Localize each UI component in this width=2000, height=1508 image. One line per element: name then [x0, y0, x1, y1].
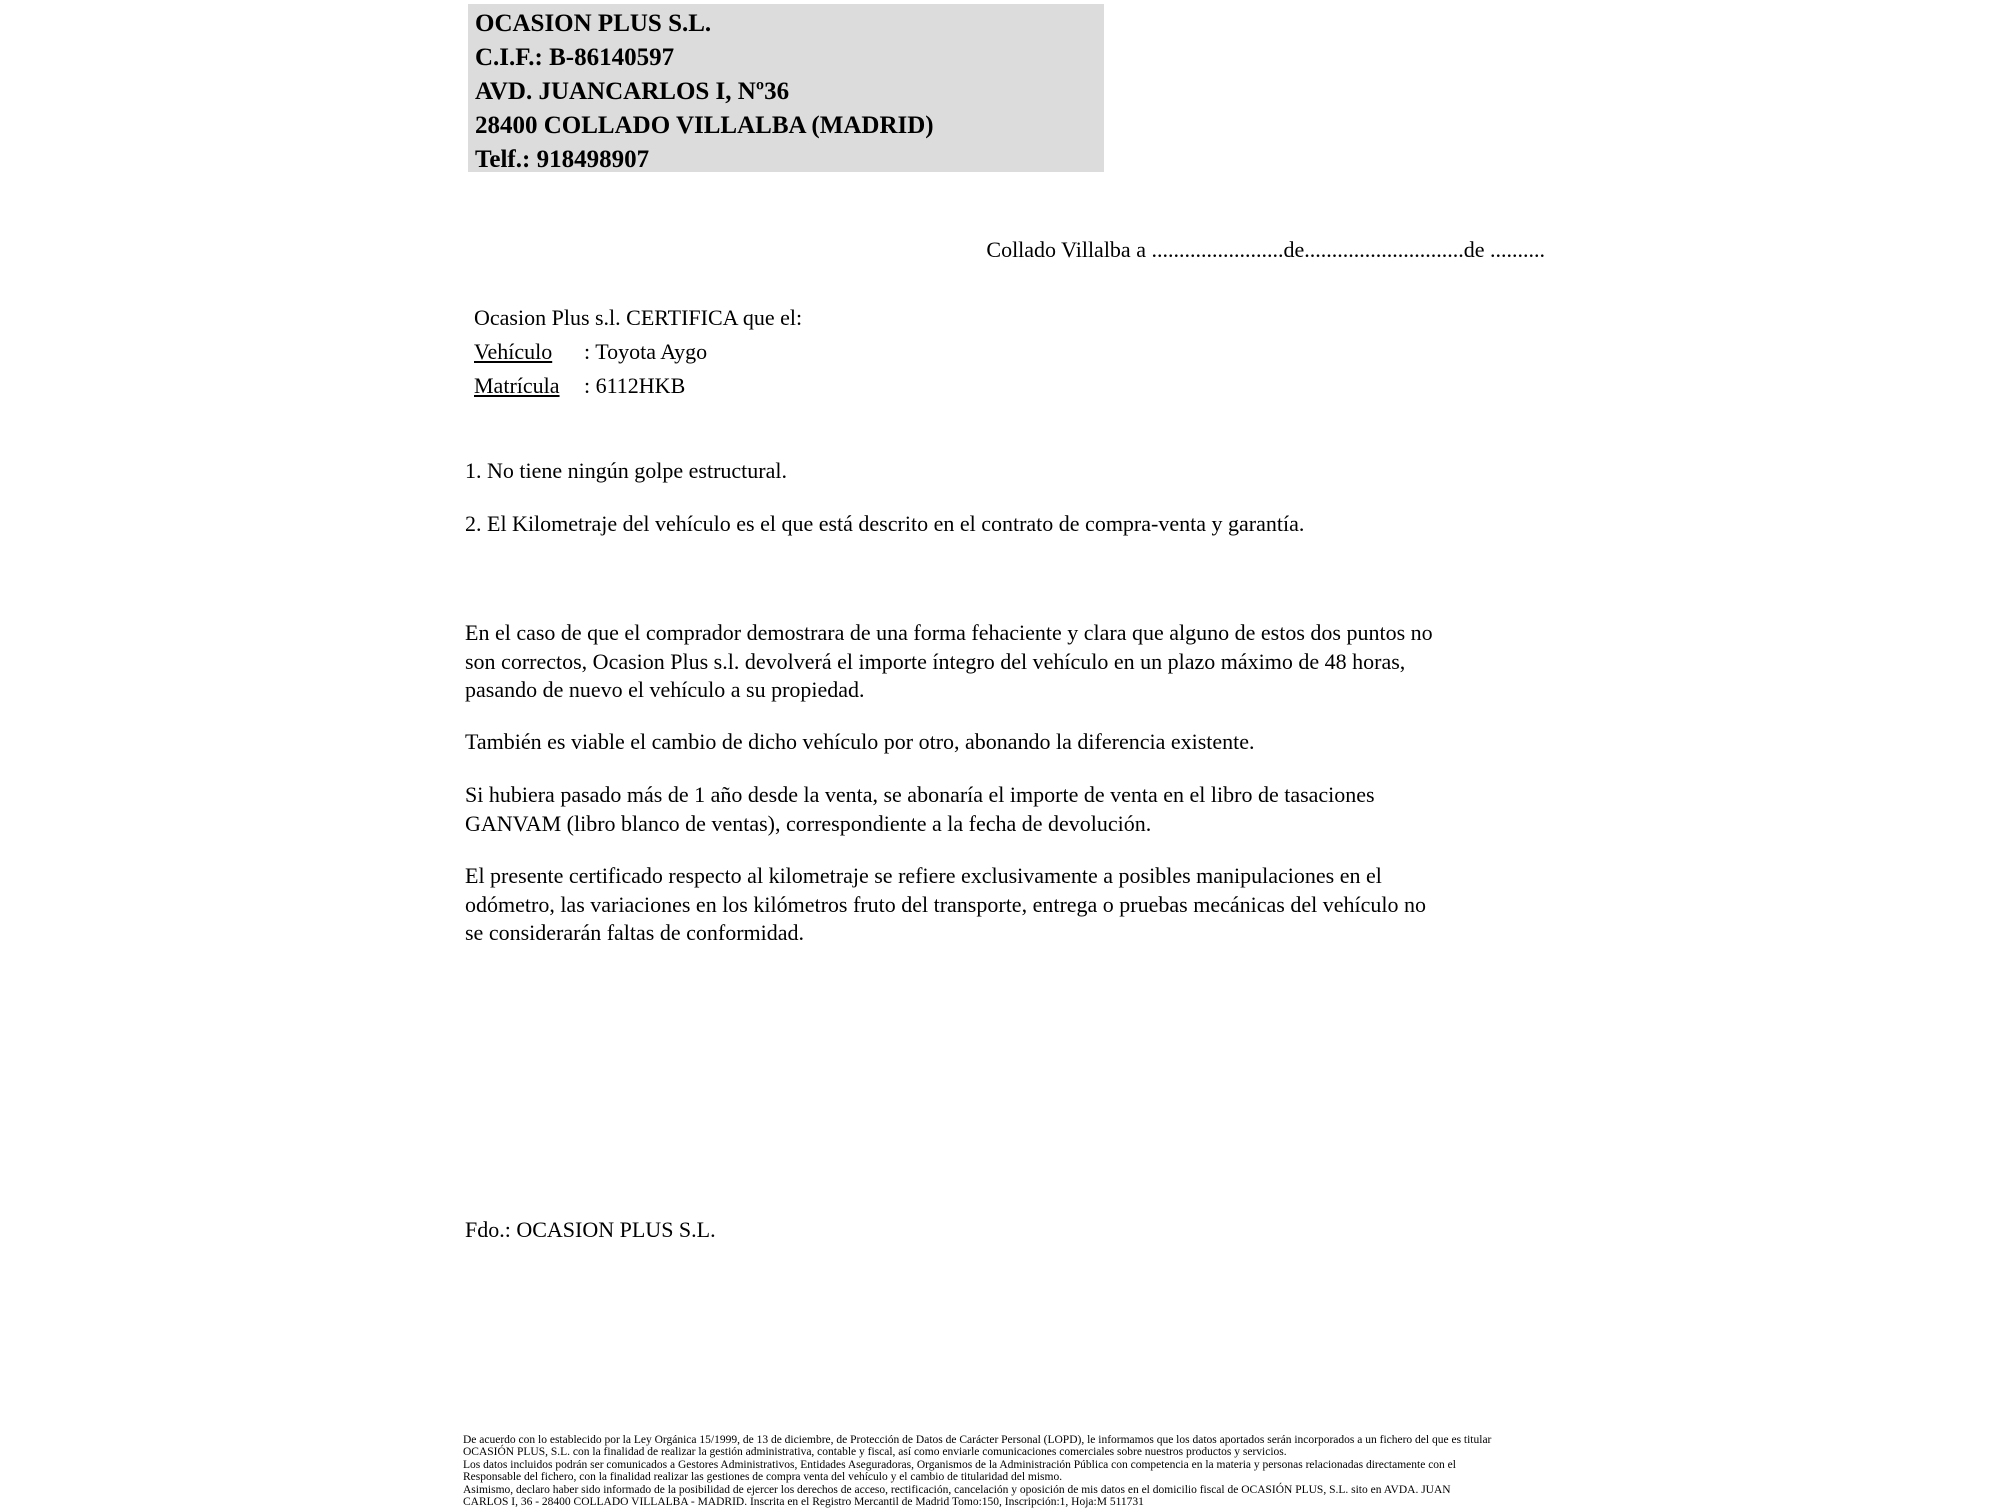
company-cif: C.I.F.: B-86140597	[475, 44, 675, 71]
paragraph-line: El presente certificado respecto al kilometraje se refiere exclusivamente a posibles manipulaciones en el	[465, 863, 1382, 888]
legal-fine-print	[463, 1434, 1491, 1508]
vehicle-label-text: Vehículo	[474, 339, 553, 364]
company-address: AVD. JUANCARLOS I, Nº36	[475, 78, 790, 105]
paragraph-line: Si hubiera pasado más de 1 año desde la venta, se abonaría el importe de venta en el libro de tasaciones	[465, 782, 1375, 807]
paragraph-line: GANVAM (libro blanco de ventas), correspondiente a la fecha de devolución.	[465, 810, 1152, 836]
odometer-disclaimer-paragraph	[465, 862, 1426, 948]
ganvam-paragraph	[465, 781, 1375, 838]
certified-point-2: 2. El Kilometraje del vehículo es el que está descrito en el contrato de compra-venta y garantía.	[465, 511, 1305, 536]
plate-field	[474, 372, 685, 400]
exchange-paragraph	[465, 728, 1255, 757]
certification-intro: Ocasion Plus s.l. CERTIFICA que el:	[474, 305, 803, 330]
plate-label	[474, 372, 584, 400]
legal-line: OCASIÓN PLUS, S.L. con la finalidad de realizar la gestión administrativa, contable y fiscal, así como enviarle comunicaciones comerciales sobre nuestros productos y servicios.	[463, 1446, 1287, 1459]
vehicle-label	[474, 338, 584, 366]
plate-value: : 6112HKB	[584, 373, 686, 398]
company-city: 28400 COLLADO VILLALBA (MADRID)	[475, 112, 934, 139]
paragraph-line: son correctos, Ocasion Plus s.l. devolverá el importe íntegro del vehículo en un plazo máximo de 48 horas,	[465, 648, 1406, 674]
certified-point-1: 1. No tiene ningún golpe estructural.	[465, 458, 787, 483]
date-place-line: Collado Villalba a ........................de.............................de ..........	[986, 237, 1545, 262]
vehicle-value: : Toyota Aygo	[584, 339, 708, 364]
legal-line: Responsable del fichero, con la finalidad realizar las gestiones de compra venta del vehículo y el cambio de titularidad del mismo.	[463, 1471, 1063, 1484]
paragraph-line: También es viable el cambio de dicho vehículo por otro, abonando la diferencia existente.	[465, 729, 1255, 754]
company-header-block	[468, 4, 1104, 172]
legal-line: De acuerdo con lo establecido por la Ley Orgánica 15/1999, de 13 de diciembre, de Protección de Datos de Carácter Personal (LOPD), le informamos que los datos aportados serán incorporados a un fichero del que es titular	[463, 1434, 1492, 1446]
paragraph-line: pasando de nuevo el vehículo a su propiedad.	[465, 677, 865, 702]
paragraph-line: se considerarán faltas de conformidad.	[465, 920, 805, 945]
legal-line: CARLOS I, 36 - 28400 COLLADO VILLALBA - MADRID. Inscrita en el Registro Mercantil de Madrid Tomo:150, Inscripción:1, Hoja:M 511731	[463, 1496, 1144, 1508]
company-name: OCASION PLUS S.L.	[475, 10, 712, 37]
plate-label-text: Matrícula	[474, 373, 560, 398]
vehicle-field	[474, 338, 707, 366]
legal-line: Los datos incluidos podrán ser comunicados a Gestores Administrativos, Entidades Aseguradoras, Organismos de la Administración Pública con competencia en la materia y personas relacionadas directamente con el	[463, 1458, 1456, 1471]
signature-line: Fdo.: OCASION PLUS S.L.	[465, 1217, 716, 1242]
legal-line: Asimismo, declaro haber sido informado de la posibilidad de ejercer los derechos de acceso, rectificación, cancelación y oposición de mis datos en el domicilio fiscal de OCASIÓN PLUS, S.L. sito en AVDA. JUAN	[463, 1483, 1451, 1496]
paragraph-line: En el caso de que el comprador demostrara de una forma fehaciente y clara que alguno de estos dos puntos no	[465, 620, 1433, 645]
refund-paragraph	[465, 619, 1433, 705]
company-phone: Telf.: 918498907	[475, 146, 650, 173]
paragraph-line: odómetro, las variaciones en los kilómetros fruto del transporte, entrega o pruebas mecánicas del vehículo no	[465, 891, 1426, 917]
